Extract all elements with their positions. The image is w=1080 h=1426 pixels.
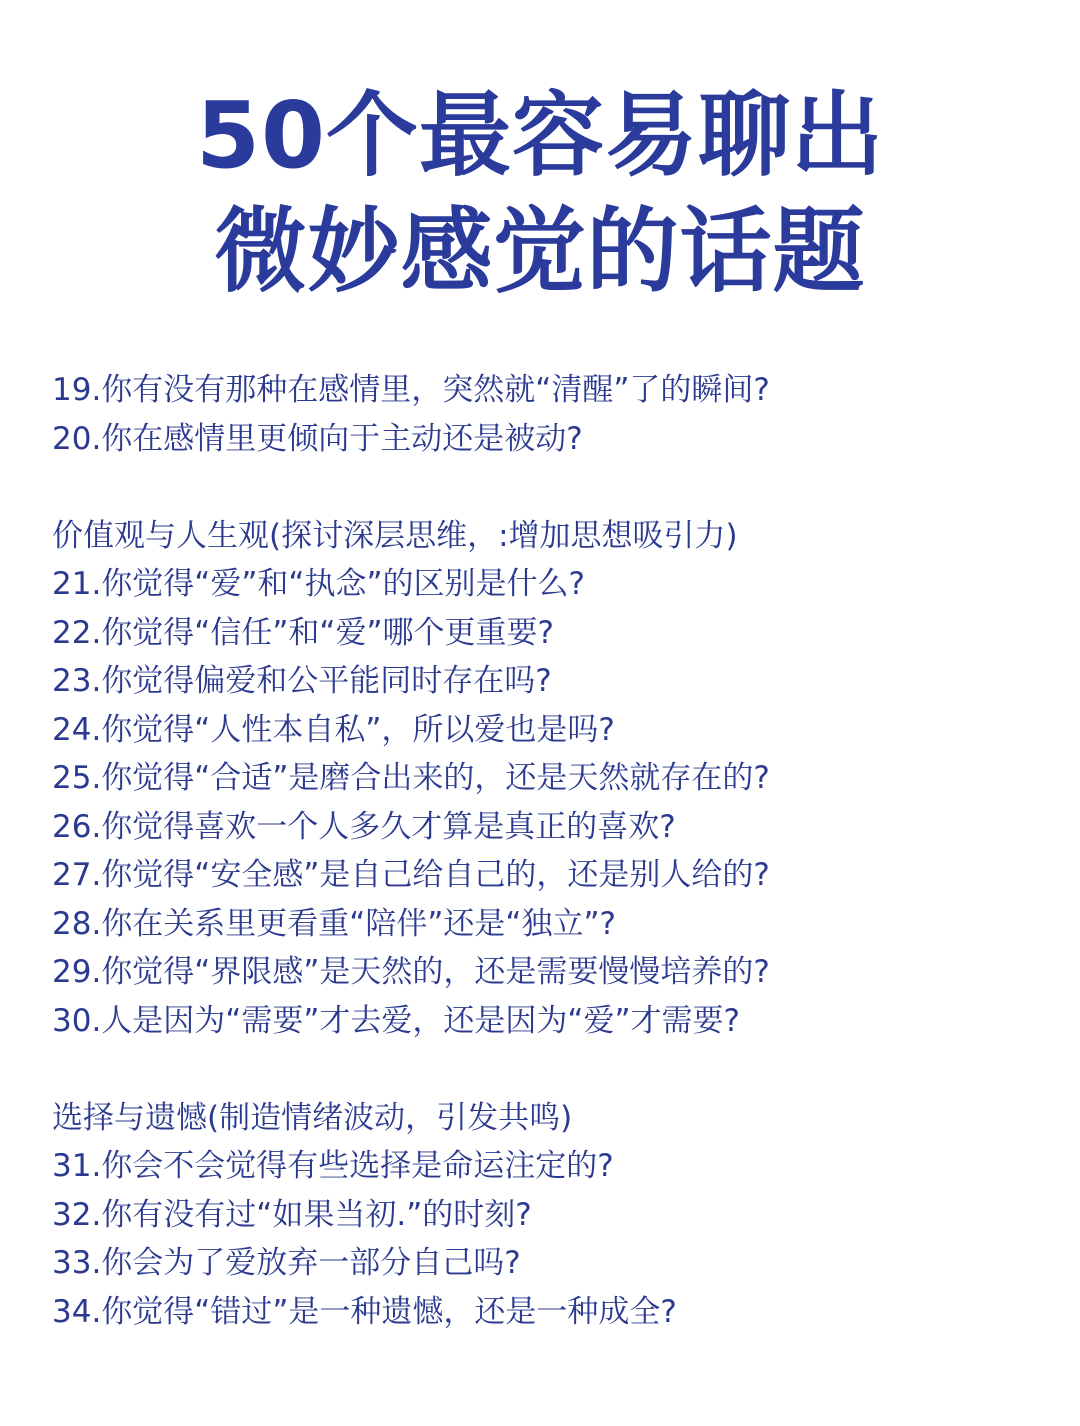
section-spacer — [52, 463, 1052, 512]
list-item: 21.你觉得“爱”和“执念”的区别是什么? — [52, 566, 585, 602]
list-item: 33.你会为了爱放弃一部分自己吗? — [52, 1245, 521, 1281]
title-line-1: 50个最容易聊出 — [195, 82, 885, 189]
list-item: 34.你觉得“错过”是一种遗憾，还是一种成全? — [52, 1293, 677, 1330]
list-item: 24.你觉得“人性本自私”，所以爱也是吗? — [52, 711, 615, 748]
list-item: 27.你觉得“安全感”是自己给自己的，还是别人给的? — [52, 857, 770, 893]
list-item: 29.你觉得“界限感”是天然的，还是需要慢慢培养的? — [52, 954, 770, 990]
section-heading-choices: 选择与遗憾(制造情绪波动，引发共鸣) — [52, 1099, 573, 1136]
topic-list — [52, 366, 1052, 1336]
list-item: 23.你觉得偏爱和公平能同时存在吗? — [52, 663, 552, 699]
list-item: 32.你有没有过“如果当初.”的时刻? — [52, 1196, 532, 1233]
list-item: 19.你有没有那种在感情里，突然就“清醒”了的瞬间? — [52, 372, 770, 408]
list-item: 20.你在感情里更倾向于主动还是被动? — [52, 420, 583, 457]
list-item: 28.你在关系里更看重“陪伴”还是“独立”? — [52, 905, 616, 942]
list-item: 31.你会不会觉得有些选择是命运注定的? — [52, 1148, 614, 1184]
list-item: 30.人是因为“需要”才去爱，还是因为“爱”才需要? — [52, 1002, 740, 1039]
list-item: 25.你觉得“合适”是磨合出来的，还是天然就存在的? — [52, 760, 770, 796]
list-item: 26.你觉得喜欢一个人多久才算是真正的喜欢? — [52, 808, 676, 845]
section-spacer — [52, 1045, 1052, 1094]
list-item: 22.你觉得“信任”和“爱”哪个更重要? — [52, 614, 554, 651]
page-title — [0, 78, 1080, 310]
title-line-2: 微妙感觉的话题 — [214, 198, 866, 305]
section-heading-values: 价值观与人生观(探讨深层思维，:增加思想吸引力) — [52, 517, 738, 554]
